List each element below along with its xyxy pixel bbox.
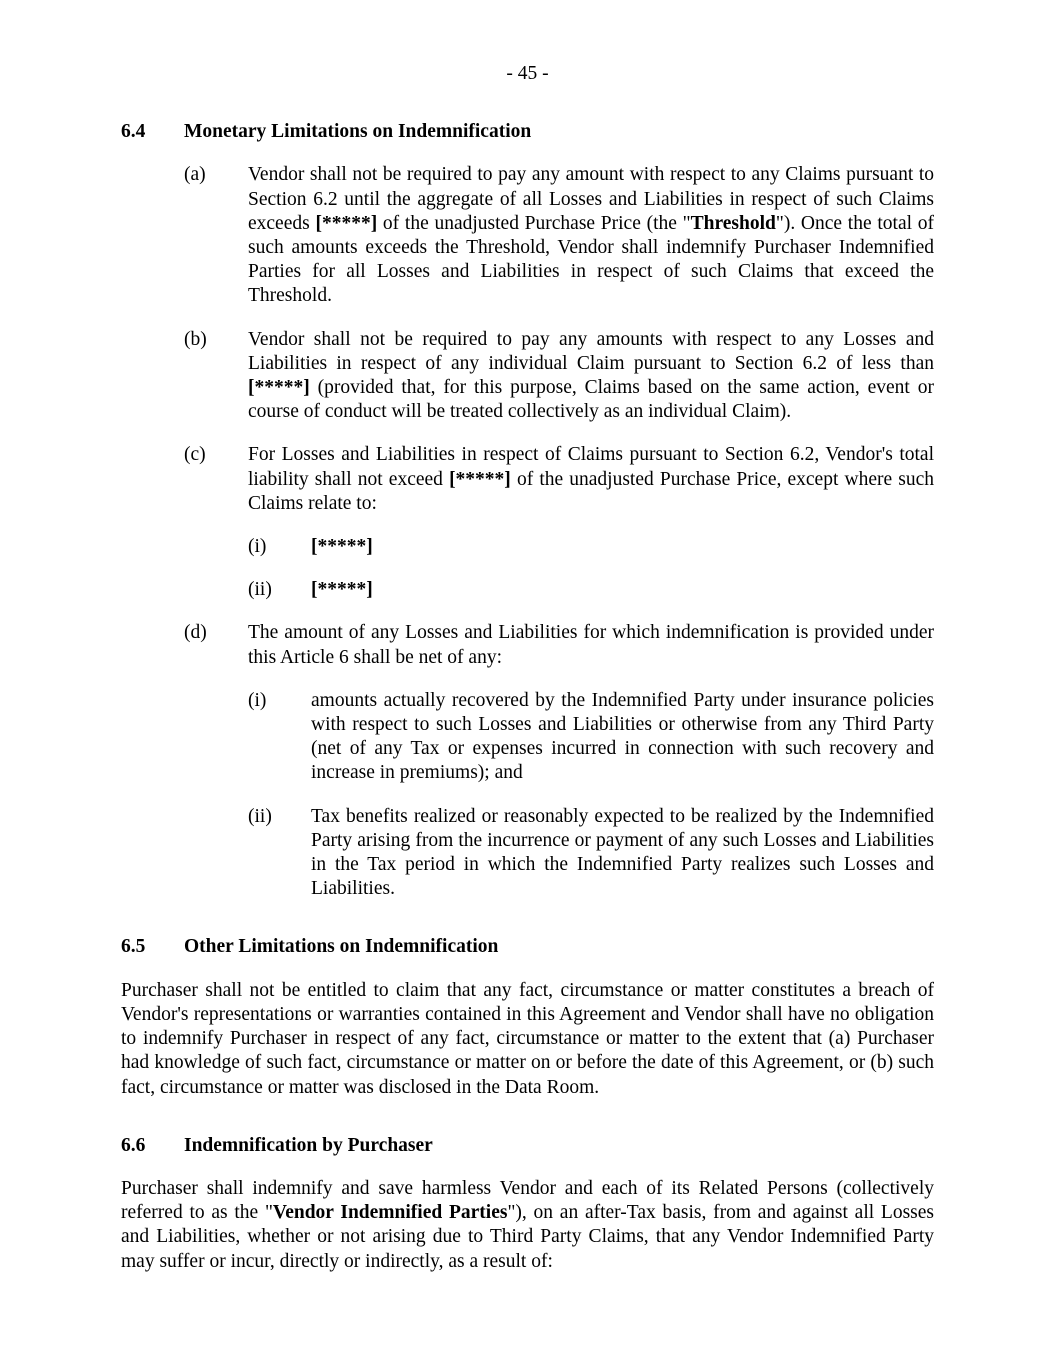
list-item [184,328,934,425]
bold-text: [*****] [311,536,373,558]
item-label: (i) [248,536,267,558]
section-number: 6.6 [121,1134,146,1156]
item-label: (ii) [248,579,272,601]
item-label: (i) [248,689,267,711]
item-label: (b) [184,328,207,350]
item-label: (c) [184,444,206,466]
section-number: 6.4 [121,121,146,143]
item-label: (ii) [248,805,272,827]
item-text: amounts actually recovered by the Indemnified Party under insurance policies with respect to such Losses and Liabilities or otherwise from any Third Party (net of any Tax or expenses incurred in connection with such recovery and increase in premiums); and [311,689,934,784]
bold-text: Vendor Indemnified Parties [272,1202,508,1224]
list-item [184,443,934,516]
item-text: For Losses and Liabilities in respect of Claims pursuant to Section 6.2, Vendor's total liability shall not exceed [*****] of the unadjusted Purchase Price, except where such Claims relate to: [248,444,935,514]
item-label: (d) [184,622,207,644]
list-item [248,535,934,559]
bold-text: [*****] [248,377,310,399]
item-text: Vendor shall not be required to pay any amount with respect to any Claims pursuant to Section 6.2 until the aggregate of all Losses and Liabilities in respect of such Claims exceeds [*****] of the unadjusted Purchase Price (the "Threshold"). Once the total of such amounts exceeds the Threshold, Vendor shall indemnify Purchaser Indemnified Parties for all Losses and Liabilities in respect of such Claims that exceed the Threshold. [248,164,934,307]
list-item [184,163,934,308]
page-number: - 45 - [506,63,549,84]
section-number: 6.5 [121,936,146,958]
item-text: The amount of any Losses and Liabilities for which indemnification is provided under this Article 6 shall be net of any: [248,622,934,668]
item-text [311,535,934,559]
item-text: Vendor shall not be required to pay any amounts with respect to any Losses and Liabilities in respect of any individual Claim pursuant to Section 6.2 of less than [*****] (provided that, for this purpose, Claims based on the same action, event or course of conduct will be treated collectively as an individual Claim). [248,328,934,423]
section-title: Indemnification by Purchaser [184,1134,433,1156]
list-item [248,805,934,902]
section-title: Monetary Limitations on Indemnification [184,121,532,143]
document-content [121,120,934,1274]
section-title: Other Limitations on Indemnification [184,936,499,958]
bold-text: [*****] [315,212,378,234]
list-item [248,689,934,786]
item-text [311,578,934,602]
item-text: Tax benefits realized or reasonably expected to be realized by the Indemnified Party arising from the incurrence or payment of any such Losses and Liabilities in the Tax period in which the Indemnified Party realizes such Losses and Liabilities. [311,805,934,900]
bold-text: [*****] [449,468,511,490]
bold-text: [*****] [311,579,373,601]
paragraph: Purchaser shall indemnify and save harmless Vendor and each of its Related Persons (collectively referred to as the "Vendor Indemnified Parties"), on an after-Tax basis, from and against all Losses and Liabilities, whether or not arising due to Third Party Claims, that any Vendor Indemnified Party may suffer or incur, directly or indirectly, as a result of: [121,1177,935,1272]
section-heading [121,935,934,959]
paragraph: Purchaser shall not be entitled to claim that any fact, circumstance or matter constitutes a breach of Vendor's representations or warranties contained in this Agreement and Vendor shall have no obligation to indemnify Purchaser in respect of any fact, circumstance or matter to the extent that (a) Purchaser had knowledge of such fact, circumstance or matter on or before the date of this Agreement, or (b) such fact, circumstance or matter was disclosed in the Data Room. [121,979,934,1098]
list-item [184,621,934,669]
list-item [248,578,934,602]
section-heading [121,120,934,144]
bold-text: Threshold [690,212,776,234]
section-heading [121,1134,934,1158]
item-label: (a) [184,164,206,186]
